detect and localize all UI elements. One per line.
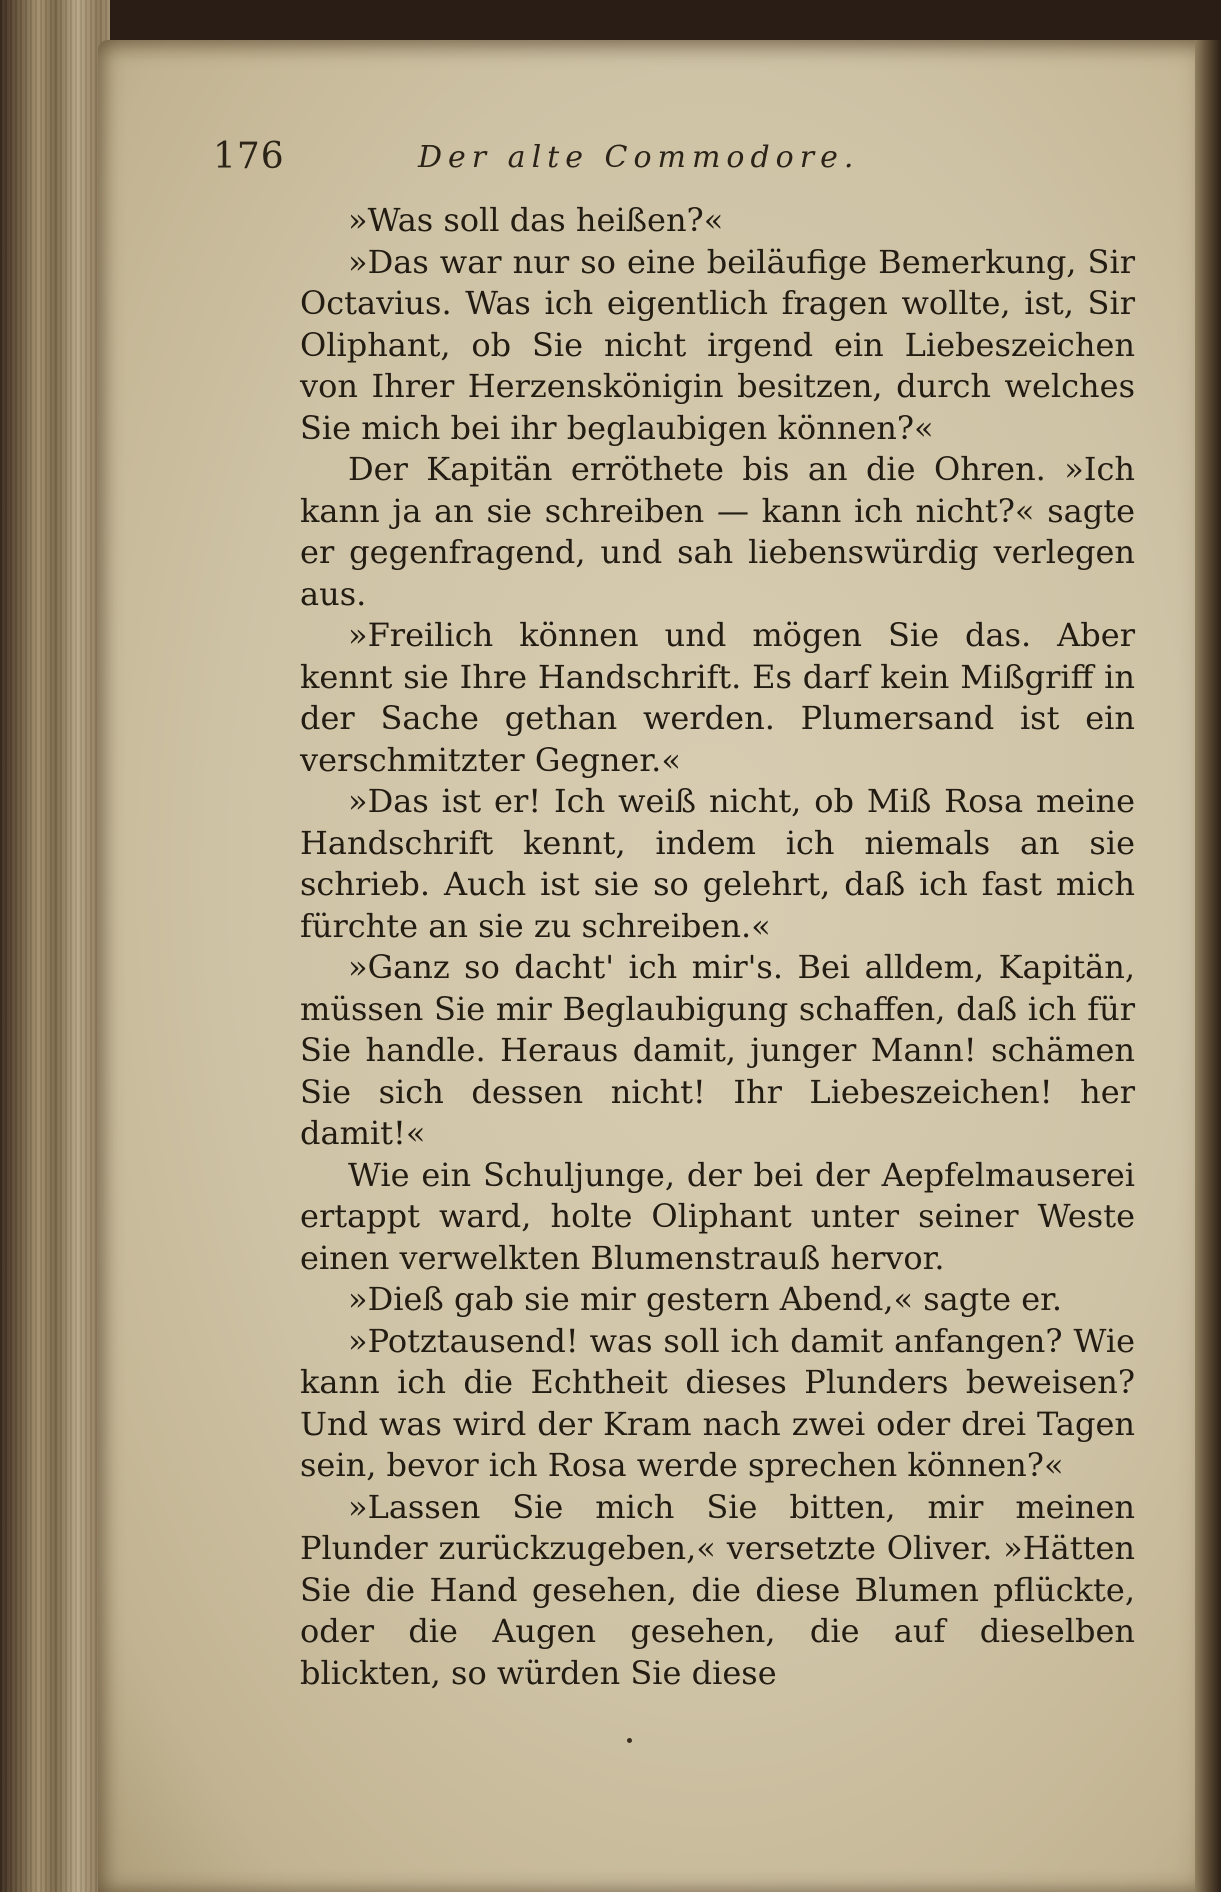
page-number: 176 — [213, 136, 285, 177]
paragraph: »Was soll das heißen?« — [348, 201, 724, 239]
body-text — [300, 200, 1135, 1694]
paragraph: Der Kapitän erröthete bis an die Ohren. »Ich kann ja an sie schreiben — kann ich nicht?« sagte er gegenfragend, und sah liebenswürdig verlegen aus. — [300, 450, 1135, 613]
book-spine-shadow — [1195, 40, 1221, 1892]
paragraph: Wie ein Schuljunge, der bei der Aepfelmauserei ertappt ward, holte Oliphant unter seiner Weste einen verwelkten Blumenstrauß hervor. — [300, 1155, 1135, 1277]
paragraph: »Lassen Sie mich Sie bitten, mir meinen Plunder zurückzugeben,« versetzte Oliver. »Hätten Sie die Hand gesehen, die diese Blumen pflückte, oder die Augen gesehen, die auf dieselben blickten, so würden Sie diese — [300, 1487, 1135, 1692]
paragraph: »Freilich können und mögen Sie das. Aber kennt sie Ihre Handschrift. Es darf kein Mißgriff in der Sache gethan werden. Plumersand ist ein verschmitzter Gegner.« — [300, 616, 1135, 779]
paragraph: »Das ist er! Ich weiß nicht, ob Miß Rosa meine Handschrift kennt, indem ich niemals an sie schrieb. Auch ist sie so gelehrt, daß ich fast mich fürchte an sie zu schreiben.« — [300, 782, 1135, 945]
page-header — [213, 136, 1053, 186]
paragraph: »Ganz so dacht' ich mir's. Bei alldem, Kapitän, müssen Sie mir Beglaubigung schaffen, daß ich für Sie handle. Heraus damit, junger Mann! schämen Sie sich dessen nicht! Ihr Liebeszeichen! her damit!« — [300, 948, 1135, 1152]
paragraph: »Das war nur so eine beiläufige Bemerkung, Sir Octavius. Was ich eigentlich fragen wollte, ist, Sir Oliphant, ob Sie nicht irgend ein Liebeszeichen von Ihrer Herzenskönigin besitzen, durch welches Sie mich bei ihr beglaubigen können?« — [300, 242, 1135, 447]
paper-speck — [627, 1738, 632, 1743]
running-title: Der alte Commodore. — [418, 140, 860, 175]
paragraph: »Dieß gab sie mir gestern Abend,« sagte er. — [348, 1280, 1063, 1318]
paragraph: »Potztausend! was soll ich damit anfangen? Wie kann ich die Echtheit dieses Plunders beweisen? Und was wird der Kram nach zwei oder drei Tagen sein, bevor ich Rosa werde sprechen können?« — [300, 1321, 1135, 1484]
book-page-edges — [0, 0, 110, 1892]
